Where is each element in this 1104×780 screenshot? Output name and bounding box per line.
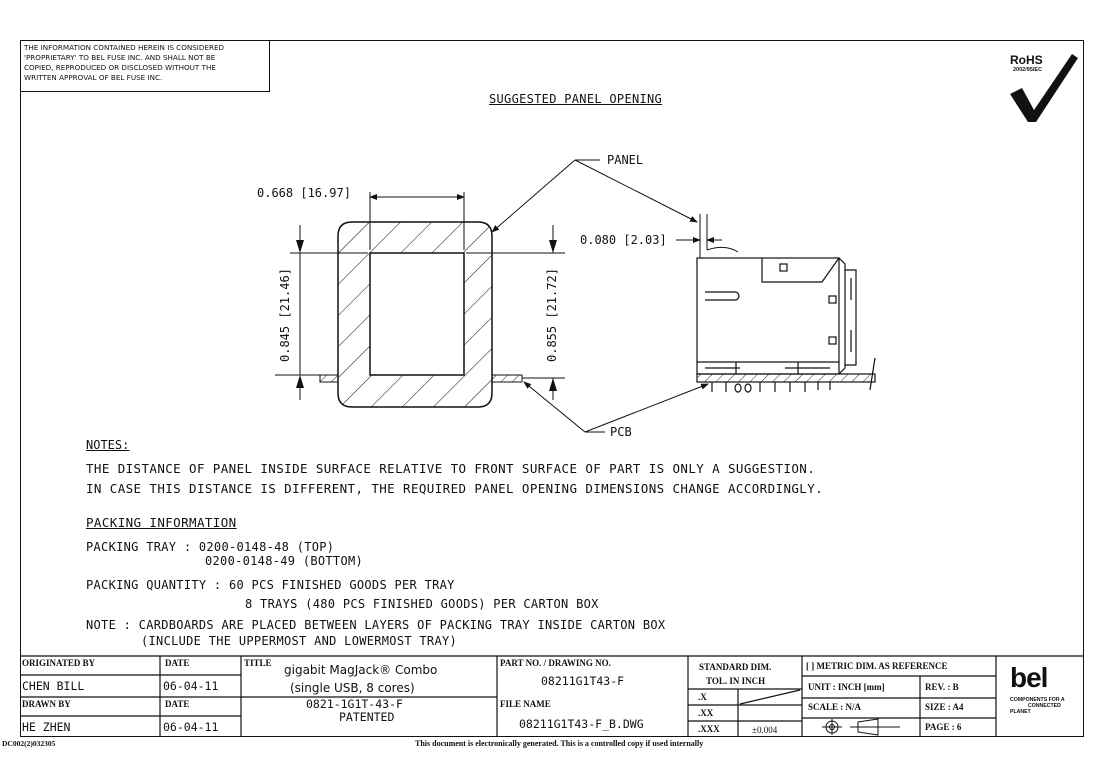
file-name-header: FILE NAME (500, 699, 551, 709)
notes-heading: NOTES: (86, 438, 130, 452)
date-header: DATE (165, 699, 190, 709)
disclaimer-line: WRITTEN APPROVAL OF BEL FUSE INC. (24, 73, 163, 82)
part-number: 08211G1T43-F (541, 674, 625, 688)
file-name: 08211G1T43-F_B.DWG (519, 717, 644, 731)
width-dim-label: 0.668 [16.97] (257, 186, 351, 200)
packing-tray-bottom: 0200-0148-49 (BOTTOM) (205, 554, 364, 568)
panel-label: PANEL (607, 153, 644, 167)
packing-tray: PACKING TRAY : 0200-0148-48 (TOP) (86, 540, 335, 554)
tolerance-xx: .XX (698, 708, 714, 718)
product-title: gigabit MagJack® Combo (284, 663, 438, 677)
page-field: PAGE : 6 (925, 722, 962, 732)
bel-tagline-line: COMPONENTS FOR A (1010, 697, 1065, 703)
drawing-title: SUGGESTED PANEL OPENING (489, 92, 663, 106)
metric-reference-header: [ ] METRIC DIM. AS REFERENCE (806, 661, 948, 671)
note-line: THE DISTANCE OF PANEL INSIDE SURFACE RELATIVE TO FRONT SURFACE OF PART IS ONLY A SUGGESTION. (86, 461, 816, 476)
originated-by: CHEN BILL (22, 679, 85, 693)
patented-label: PATENTED (339, 710, 395, 724)
packing-note: NOTE : CARDBOARDS ARE PLACED BETWEEN LAYERS OF PACKING TRAY INSIDE CARTON BOX (86, 618, 666, 632)
panel-thickness-dimension (676, 214, 738, 258)
drawn-date: 06-04-11 (163, 720, 219, 734)
scale-field: SCALE : N/A (808, 702, 862, 712)
rohs-sub: 2002/95/EC (1013, 67, 1043, 73)
unit-field: UNIT : INCH [mm] (808, 682, 885, 692)
connector-side-view (697, 258, 875, 392)
drawn-by-header: DRAWN BY (22, 699, 71, 709)
packing-heading: PACKING INFORMATION (86, 515, 237, 530)
controlled-copy-notice: This document is electronically generated. This is a controlled copy if used internally (415, 739, 704, 748)
note-line: IN CASE THIS DISTANCE IS DIFFERENT, THE REQUIRED PANEL OPENING DIMENSIONS CHANGE ACCORDINGLY. (86, 481, 824, 496)
disclaimer-line: THE INFORMATION CONTAINED HEREIN IS CONSIDERED (24, 43, 225, 52)
packing-quantity-cartons: 8 TRAYS (480 PCS FINISHED GOODS) PER CARTON BOX (245, 597, 599, 611)
bel-logo: bel (1010, 662, 1048, 693)
bel-tagline (1010, 697, 1065, 715)
originated-by-header: ORIGINATED BY (22, 658, 96, 668)
document-code: DC002(2)032305 (2, 739, 56, 748)
revision-field: REV. : B (925, 682, 959, 692)
tolerance-xxx: .XXX (698, 724, 720, 734)
size-field: SIZE : A4 (925, 702, 964, 712)
third-angle-projection-icon (822, 719, 900, 735)
pcb-label: PCB (610, 425, 632, 439)
drawn-by: HE ZHEN (22, 720, 71, 734)
disclaimer-line: COPIED, REPRODUCED OR DISCLOSED WITHOUT THE (24, 63, 216, 72)
bel-tagline-line: CONNECTED (1028, 703, 1061, 709)
rohs-label: RoHS (1010, 53, 1043, 67)
standard-dim-header: STANDARD DIM. (699, 662, 772, 672)
tolerance-x: .X (698, 692, 707, 702)
bel-tagline-line: PLANET (1010, 709, 1031, 715)
outer-height-dim-label: 0.855 [21.72] (545, 268, 559, 362)
title-header: TITLE (244, 658, 272, 668)
panel-section (320, 222, 522, 407)
packing-note-detail: (INCLUDE THE UPPERMOST AND LOWERMOST TRAY) (141, 634, 458, 648)
product-subtitle: (single USB, 8 cores) (290, 681, 415, 695)
disclaimer-line: 'PROPRIETARY' TO BEL FUSE INC. AND SHALL NOT BE (24, 53, 216, 62)
packing-quantity: PACKING QUANTITY : 60 PCS FINISHED GOODS PER TRAY (86, 578, 455, 592)
inner-height-dim-label: 0.845 [21.46] (278, 268, 292, 362)
tolerance-header: TOL. IN INCH (706, 676, 766, 686)
originated-date: 06-04-11 (163, 679, 219, 693)
product-part-number: 0821-1G1T-43-F (306, 697, 403, 711)
part-no-header: PART NO. / DRAWING NO. (500, 658, 611, 668)
tolerance-xxx-value: ±0.004 (752, 725, 778, 735)
date-header: DATE (165, 658, 190, 668)
panel-thickness-label: 0.080 [2.03] (580, 233, 667, 247)
